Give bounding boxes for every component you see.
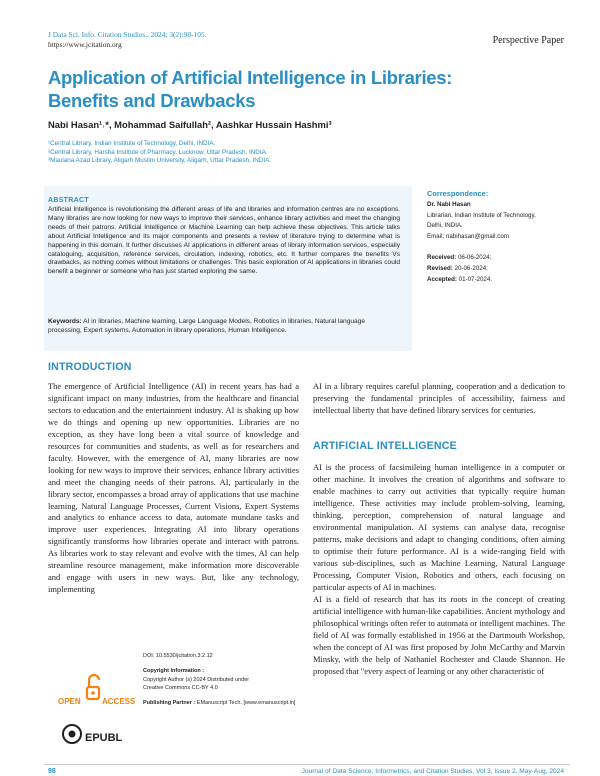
abstract-text: Artificial Intelligence is revolutionising the different areas of life and libraries and information centres are no exceptions. Many libraries are now looking for new ways to improve their services, enhance library activities and meet the changing needs of their patrons. Artificial Intelligence or Machine Learning can help achieve these objectives. This article talks about Artificial Intelligence and its major components and presents a review of literature trying to determine what is happening in this domain. It further discusses AI applications in different areas of library information services, especially cataloguing, acquisition, reference services, circulation, indexing, robotics, etc. It further compares the benefits Vs drawbacks, as nothing comes without limitations or challenges. This basic exploration of AI applications in libraries could benefit a beginner or someone who has just started exploring the same. [48, 206, 400, 276]
correspondence-place: Delhi, INDIA. [427, 222, 463, 230]
journal-ref-line: J Data Sci. Info. Citation Studies., 2024; 3(2):98-105. [48, 30, 207, 39]
received-label: Received: [427, 254, 457, 261]
doi[interactable]: DOI: 10.5530/jcitation.3.2.12 [143, 653, 213, 659]
received-value: 06-06-2024; [456, 254, 492, 261]
ai-paragraph-2: AI is a field of research that has its roots in the concept of creating artificial intelligence with human-like capabilities. Ancient mythology and philosophical writings often refer to automata or intelligent machines. The field of AI was formally established in 1956 at the Dartmouth Workshop, when the concept of AI was first proposed by John McCarthy and Marvin Minsky, with the help of Nathaniel Rochester and Claude Shannon. He proposed that "every aspect of learning or any other characteristic of [313, 594, 565, 676]
ai-paragraph-1: AI is the process of facsimileing human intelligence in a computer or other machine. It involves the creation of algorithms and software to enable machines to carry out activities that typically require human intelligence. These activities may include problem-solving, learning, thinking, perception, comprehension of natural language and environmental manipulation. AI systems can analyse data, recognise patterns, make decisions and adapt to changing conditions, often aiming to optimise their future performance. AI is a wide-ranging field with various sub-disciplines, such as Machine Learning, Natural Language Processing, Computer Vision, Robotics and others, each focusing on particular aspects of AI in machines. [313, 462, 565, 592]
publishing-partner [143, 699, 313, 707]
introduction-heading: INTRODUCTION [48, 361, 132, 373]
open-access-icon [58, 670, 136, 708]
footer-journal: Journal of Data Science, Informetrics, and Citation Studies, Vol 3, Issue 2, May-Aug, 2024 [301, 768, 564, 775]
footer-divider [44, 764, 570, 765]
paper-title: Application of Artificial Intelligence in Libraries: Benefits and Drawbacks [48, 67, 453, 111]
affiliation-1: ¹Central Library, Indian Institute of Technology, Delhi, INDIA. [48, 140, 216, 147]
copyright-label: Copyright Information : [143, 668, 205, 675]
article-metadata [48, 652, 298, 762]
accepted-label: Accepted: [427, 275, 457, 283]
history-dates [427, 253, 577, 285]
ai-heading: ARTIFICIAL INTELLIGENCE [313, 440, 457, 452]
copyright-line-2: Creative Commons CC-BY 4.0 [143, 684, 218, 691]
copyright-line-1: Copyright Author (s) 2024 Distributed under [143, 676, 250, 683]
accepted-value: 01-07-2024. [456, 275, 493, 283]
epubl-logo-icon [58, 716, 128, 756]
received-date [427, 253, 577, 264]
paper-type: Perspective Paper [492, 35, 564, 46]
epubl-text: EPUBL [85, 732, 123, 744]
oa-access-text: ACCESS [102, 697, 136, 706]
revised-date [427, 264, 577, 275]
keywords [48, 318, 400, 336]
affiliation-2: ²Central Library, Harsha Institute of Pharmacy, Lucknow, Uttar Pradesh, INDIA. [48, 148, 268, 156]
journal-citation [48, 30, 206, 49]
correspondence-role: Librarian, Indian Institute of Technology, [427, 211, 536, 219]
correspondence-name: Dr. Nabi Hasan [427, 200, 471, 208]
revised-value: 20-06-2024; [452, 264, 488, 272]
oa-open-text: OPEN [58, 697, 81, 706]
abstract-heading: ABSTRACT [48, 197, 89, 204]
page-number: 98 [48, 768, 56, 775]
journal-url[interactable]: https://www.jcitation.org [48, 39, 122, 49]
affiliation-3: ³Maulana Azad Library, Aligarh Muslim University, Aligarh, Uttar Pradesh, INDIA. [48, 157, 272, 165]
introduction-continuation: AI in a library requires careful planning, cooperation and a dedication to preserving the fundamental principles of accessibility, fairness and intellectual liberty that have defined library services for centuries. [313, 381, 565, 415]
publishing-label: Publishing Partner : [143, 700, 196, 707]
accepted-date [427, 275, 577, 286]
keywords-label: Keywords: [48, 318, 82, 325]
correspondence-email[interactable]: Email: nabihasan@gmail.com [427, 233, 509, 241]
metadata-text [143, 652, 313, 707]
correspondence-block [427, 189, 577, 243]
publishing-value: EManuscript Tech. [www.emanuscript.in] [195, 700, 296, 707]
revised-label: Revised: [427, 264, 453, 272]
affiliations [48, 140, 271, 166]
author-list: Nabi Hasan¹˒*, Mohammad Saifullah², Aashkar Hussain Hashmi³ [48, 119, 332, 130]
correspondence-heading: Correspondence: [427, 189, 489, 198]
introduction-text: The emergence of Artificial Intelligence (AI) in recent years has had a significant impact on many industries, from the healthcare and financial sectors to education and the entertainment industry. AI is shaking up how we do things and opening up new opportunities. Libraries are no exception, as they have long been a vital source of knowledge and resources for communities and students, as well as for researchers and faculty. However, with the emergence of AI, many libraries are now looking for new ways to improve their services, enhance library activities and meet the changing needs of their patrons. AI, particularly in the library sector, encompasses a broad array of applications that use machine learning, Natural Language Processes, Current Visions, Expert Systems and analytics to enhance access to data, automate mundane tasks and improve user experiences. Integrating AI into library operations significantly transforms how libraries operate and interact with patrons. As libraries work to stay relevant and evolve with the times, AI can help streamline resource management, make information more discoverable and engage with users in new ways. But, like any technology, implementing [48, 381, 299, 595]
keywords-list: AI in libraries, Machine learning, Large Language Models, Robotics in libraries, Natural language processing, Expert systems, Automation in library operations, Human Intelligence. [48, 318, 366, 334]
